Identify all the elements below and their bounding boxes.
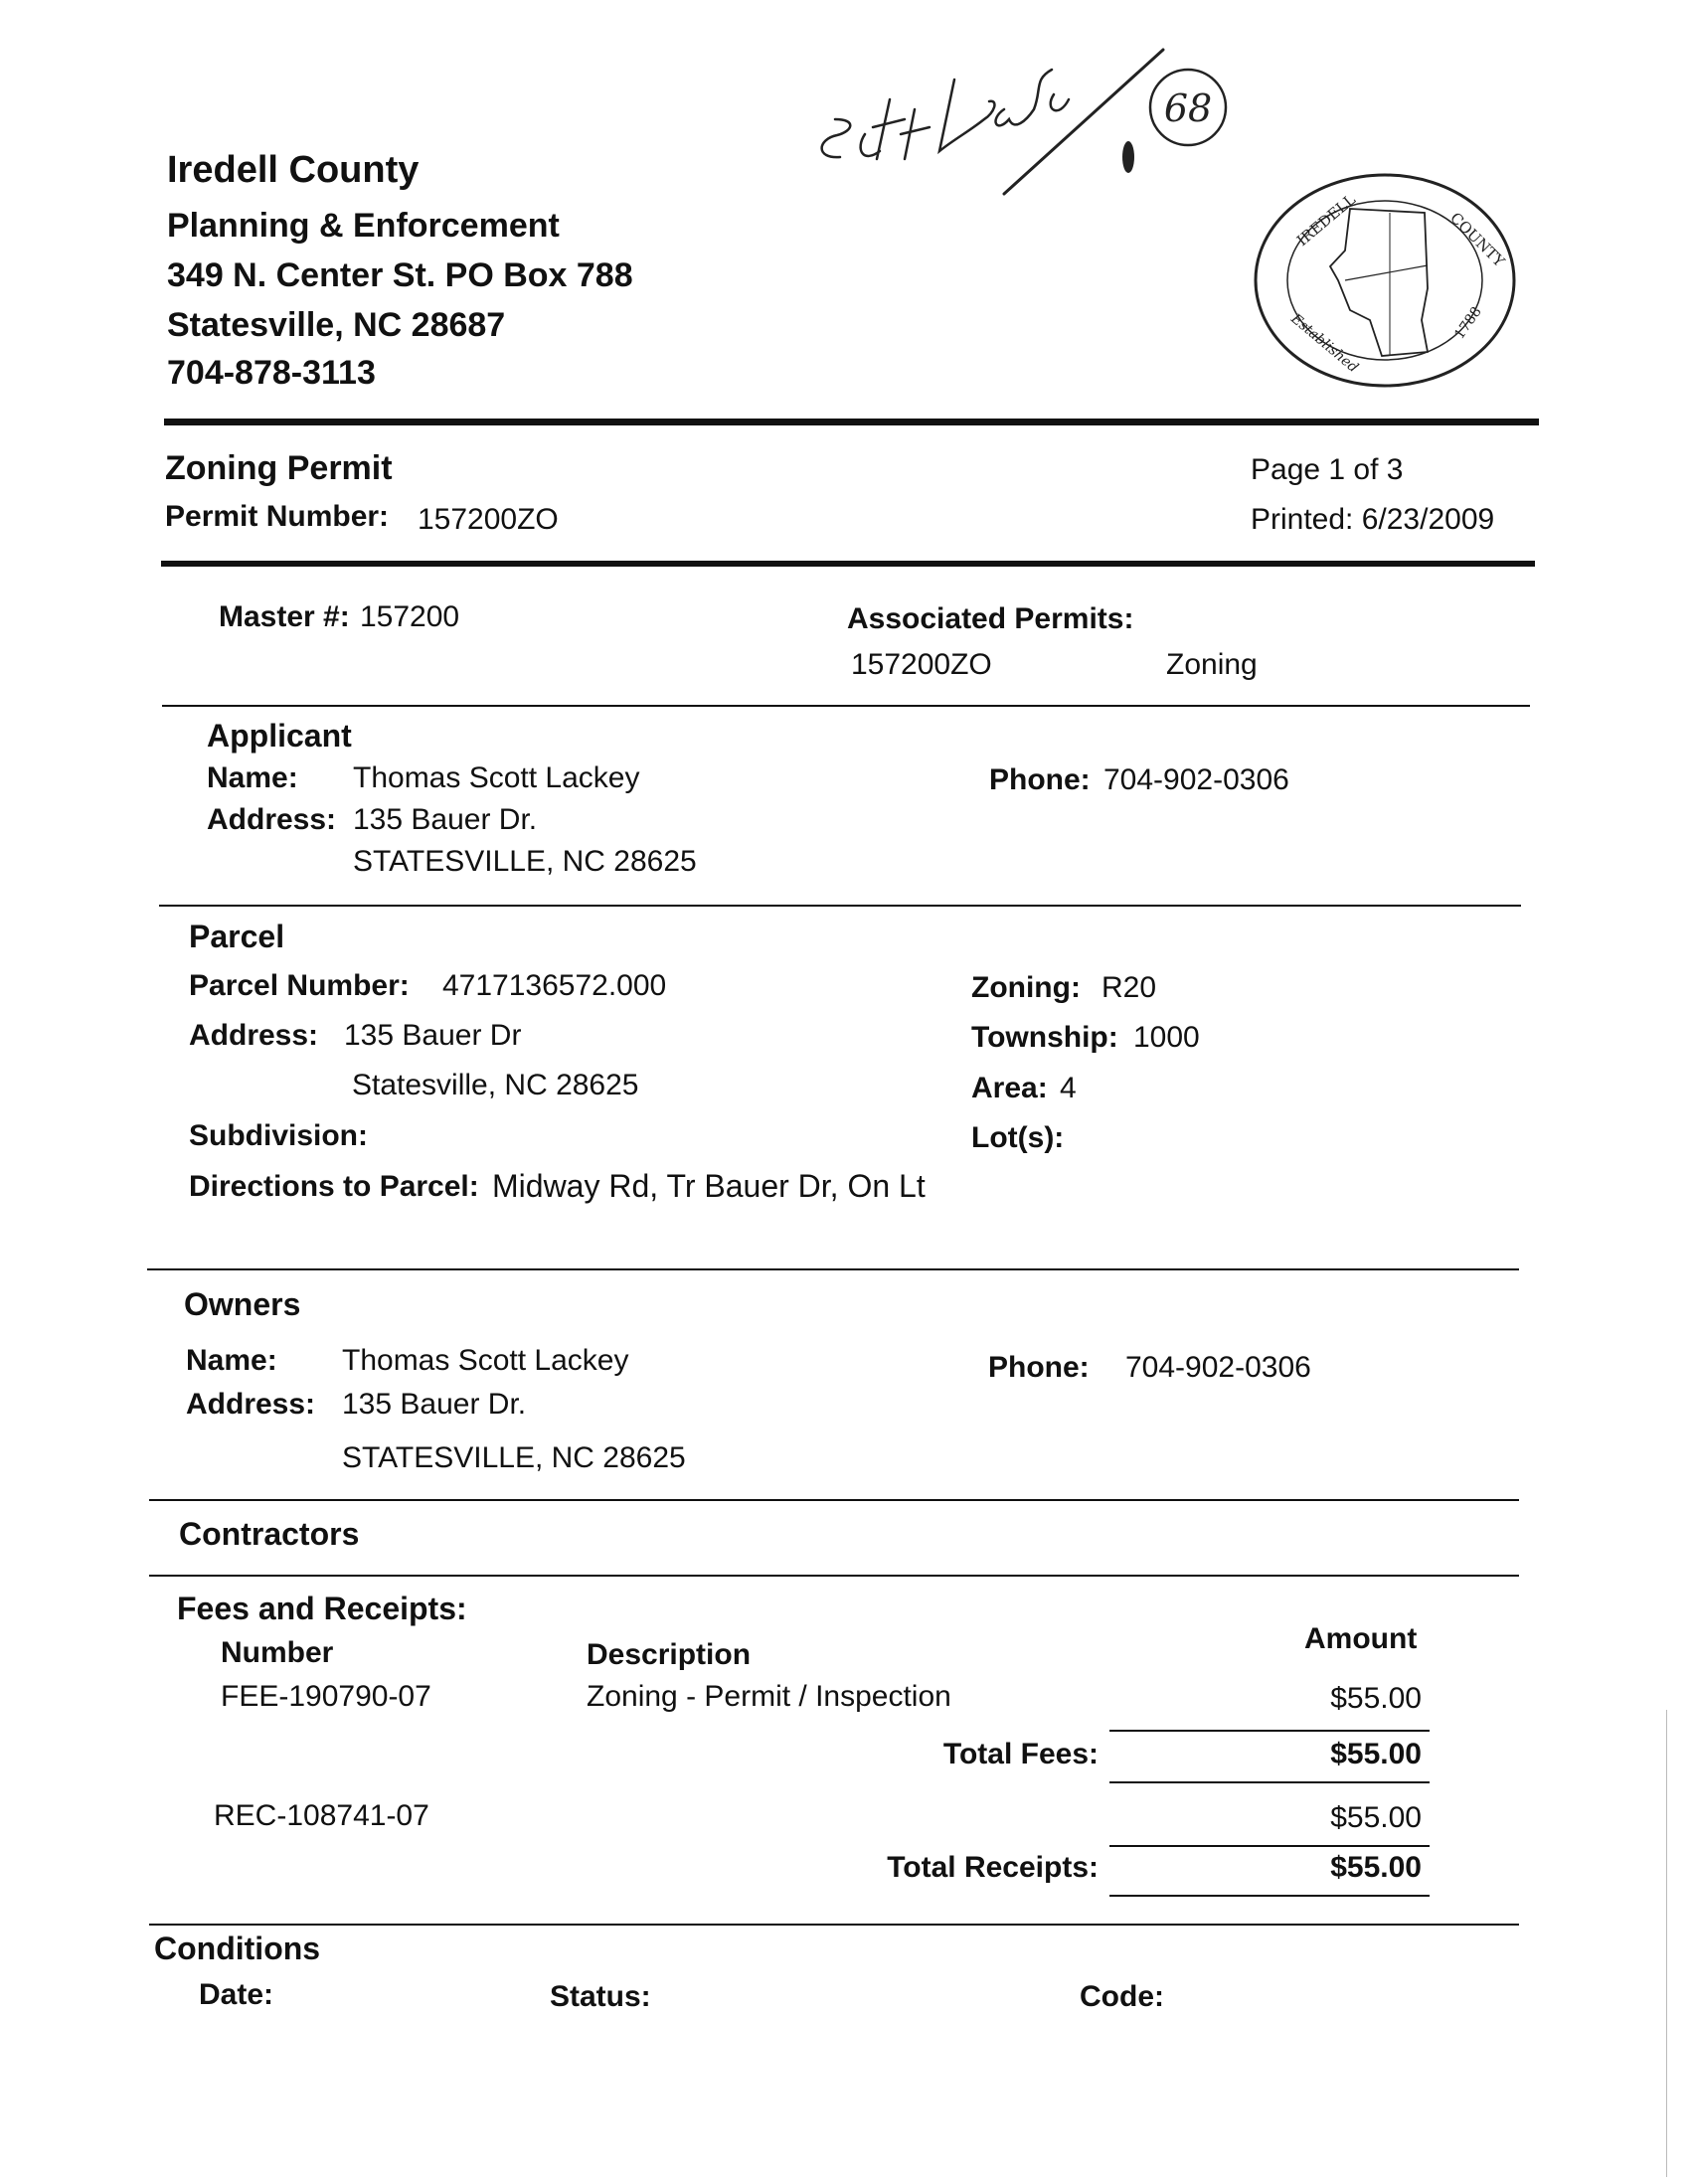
associated-permit-type: Zoning	[1166, 648, 1258, 681]
fee-description: Zoning - Permit / Inspection	[587, 1680, 951, 1713]
office-phone: 704-878-3113	[167, 354, 376, 392]
svg-text:IREDELL: IREDELL	[1293, 190, 1360, 251]
directions-text: Midway Rd, Tr Bauer Dr, On Lt	[492, 1168, 926, 1204]
section-divider	[149, 1924, 1519, 1926]
fee-total-rule	[1109, 1781, 1430, 1783]
parcel-address-line1: 135 Bauer Dr	[344, 1019, 522, 1052]
section-divider	[162, 705, 1530, 707]
owner-phone: 704-902-0306	[1125, 1351, 1311, 1384]
handwritten-annotation	[805, 40, 1253, 209]
parcel-number-label: Parcel Number:	[189, 969, 410, 1002]
township-label: Township:	[971, 1021, 1118, 1054]
applicant-phone-label: Phone:	[989, 763, 1091, 796]
applicant-name: Thomas Scott Lackey	[353, 761, 640, 794]
handwriting-mark	[1122, 141, 1134, 173]
owner-name: Thomas Scott Lackey	[342, 1344, 629, 1377]
applicant-phone: 704-902-0306	[1103, 763, 1289, 796]
conditions-code-label: Code:	[1080, 1980, 1164, 2013]
handwritten-number: 68	[1163, 86, 1213, 130]
total-receipts-amount: $55.00	[1330, 1851, 1422, 1884]
department-name: Planning & Enforcement	[167, 207, 560, 245]
receipt-total-rule	[1109, 1895, 1430, 1897]
section-divider	[159, 905, 1521, 907]
fee-number: FEE-190790-07	[221, 1680, 431, 1713]
total-fees-label: Total Fees:	[942, 1738, 1099, 1770]
scan-edge	[1666, 1710, 1667, 2177]
permit-rule	[161, 561, 1535, 567]
applicant-name-label: Name:	[207, 761, 298, 794]
owner-address-line2: STATESVILLE, NC 28625	[342, 1441, 686, 1474]
parcel-address-line2: Statesville, NC 28625	[352, 1069, 639, 1101]
total-receipts-label: Total Receipts:	[887, 1851, 1099, 1884]
fee-subtotal-rule	[1109, 1730, 1430, 1732]
total-fees-amount: $55.00	[1330, 1738, 1422, 1770]
street-address: 349 N. Center St. PO Box 788	[167, 256, 633, 294]
associated-permit-number: 157200ZO	[851, 648, 992, 681]
master-label: Master #:	[219, 600, 350, 633]
receipt-subtotal-rule	[1109, 1845, 1430, 1847]
owner-address-label: Address:	[186, 1388, 316, 1421]
svg-text:Established: Established	[1287, 310, 1362, 377]
permit-number-label: Permit Number:	[165, 500, 390, 533]
fees-column-amount: Amount	[1304, 1622, 1418, 1655]
conditions-status-label: Status:	[550, 1980, 651, 2013]
section-divider	[147, 1268, 1519, 1270]
owner-address-line1: 135 Bauer Dr.	[342, 1388, 527, 1421]
area-value: 4	[1060, 1072, 1077, 1104]
owners-heading: Owners	[184, 1286, 301, 1322]
header-rule	[164, 419, 1539, 425]
zoning-label: Zoning:	[971, 971, 1081, 1004]
associated-permits-label: Associated Permits:	[847, 602, 1134, 635]
conditions-date-label: Date:	[199, 1978, 274, 2011]
zoning-value: R20	[1101, 971, 1157, 1004]
applicant-address-line2: STATESVILLE, NC 28625	[353, 845, 697, 878]
handwriting-slash	[1004, 50, 1163, 194]
directions-label: Directions to Parcel:	[189, 1170, 479, 1203]
svg-text:COUNTY: COUNTY	[1446, 209, 1509, 270]
section-divider	[149, 1575, 1519, 1577]
lots-label: Lot(s):	[971, 1121, 1065, 1154]
fees-heading: Fees and Receipts:	[177, 1591, 467, 1626]
handwriting-stroke	[873, 99, 905, 159]
owner-name-label: Name:	[186, 1344, 277, 1377]
owner-phone-label: Phone:	[988, 1351, 1090, 1384]
permit-number: 157200ZO	[418, 503, 559, 536]
applicant-address-label: Address:	[207, 803, 337, 836]
receipt-number: REC-108741-07	[214, 1799, 429, 1832]
parcel-number: 4717136572.000	[442, 969, 667, 1002]
fees-column-number: Number	[221, 1636, 334, 1669]
org-name: Iredell County	[167, 149, 420, 191]
handwriting-stroke	[901, 109, 930, 159]
contractors-heading: Contractors	[179, 1516, 360, 1552]
printed-date: Printed: 6/23/2009	[1251, 503, 1495, 536]
handwriting-stroke	[1051, 94, 1069, 110]
master-number: 157200	[360, 600, 460, 633]
applicant-address-line1: 135 Bauer Dr.	[353, 803, 538, 836]
fee-amount: $55.00	[1330, 1682, 1422, 1715]
city-address: Statesville, NC 28687	[167, 306, 506, 344]
fees-column-description: Description	[587, 1638, 752, 1671]
county-seal	[1251, 171, 1519, 390]
parcel-heading: Parcel	[189, 919, 285, 954]
section-divider	[149, 1499, 1519, 1501]
conditions-heading: Conditions	[154, 1931, 321, 1966]
receipt-amount: $55.00	[1330, 1801, 1422, 1834]
subdivision-label: Subdivision:	[189, 1119, 368, 1152]
permit-title: Zoning Permit	[165, 449, 393, 487]
parcel-address-label: Address:	[189, 1019, 319, 1052]
handwriting-stroke	[861, 134, 880, 156]
township-value: 1000	[1133, 1021, 1200, 1054]
handwriting-stroke	[996, 70, 1052, 125]
handwriting-stroke	[939, 80, 994, 151]
svg-text:1788: 1788	[1451, 303, 1485, 343]
page-indicator: Page 1 of 3	[1251, 453, 1404, 486]
handwriting-stroke	[822, 119, 851, 157]
area-label: Area:	[971, 1072, 1048, 1104]
applicant-heading: Applicant	[207, 718, 352, 754]
